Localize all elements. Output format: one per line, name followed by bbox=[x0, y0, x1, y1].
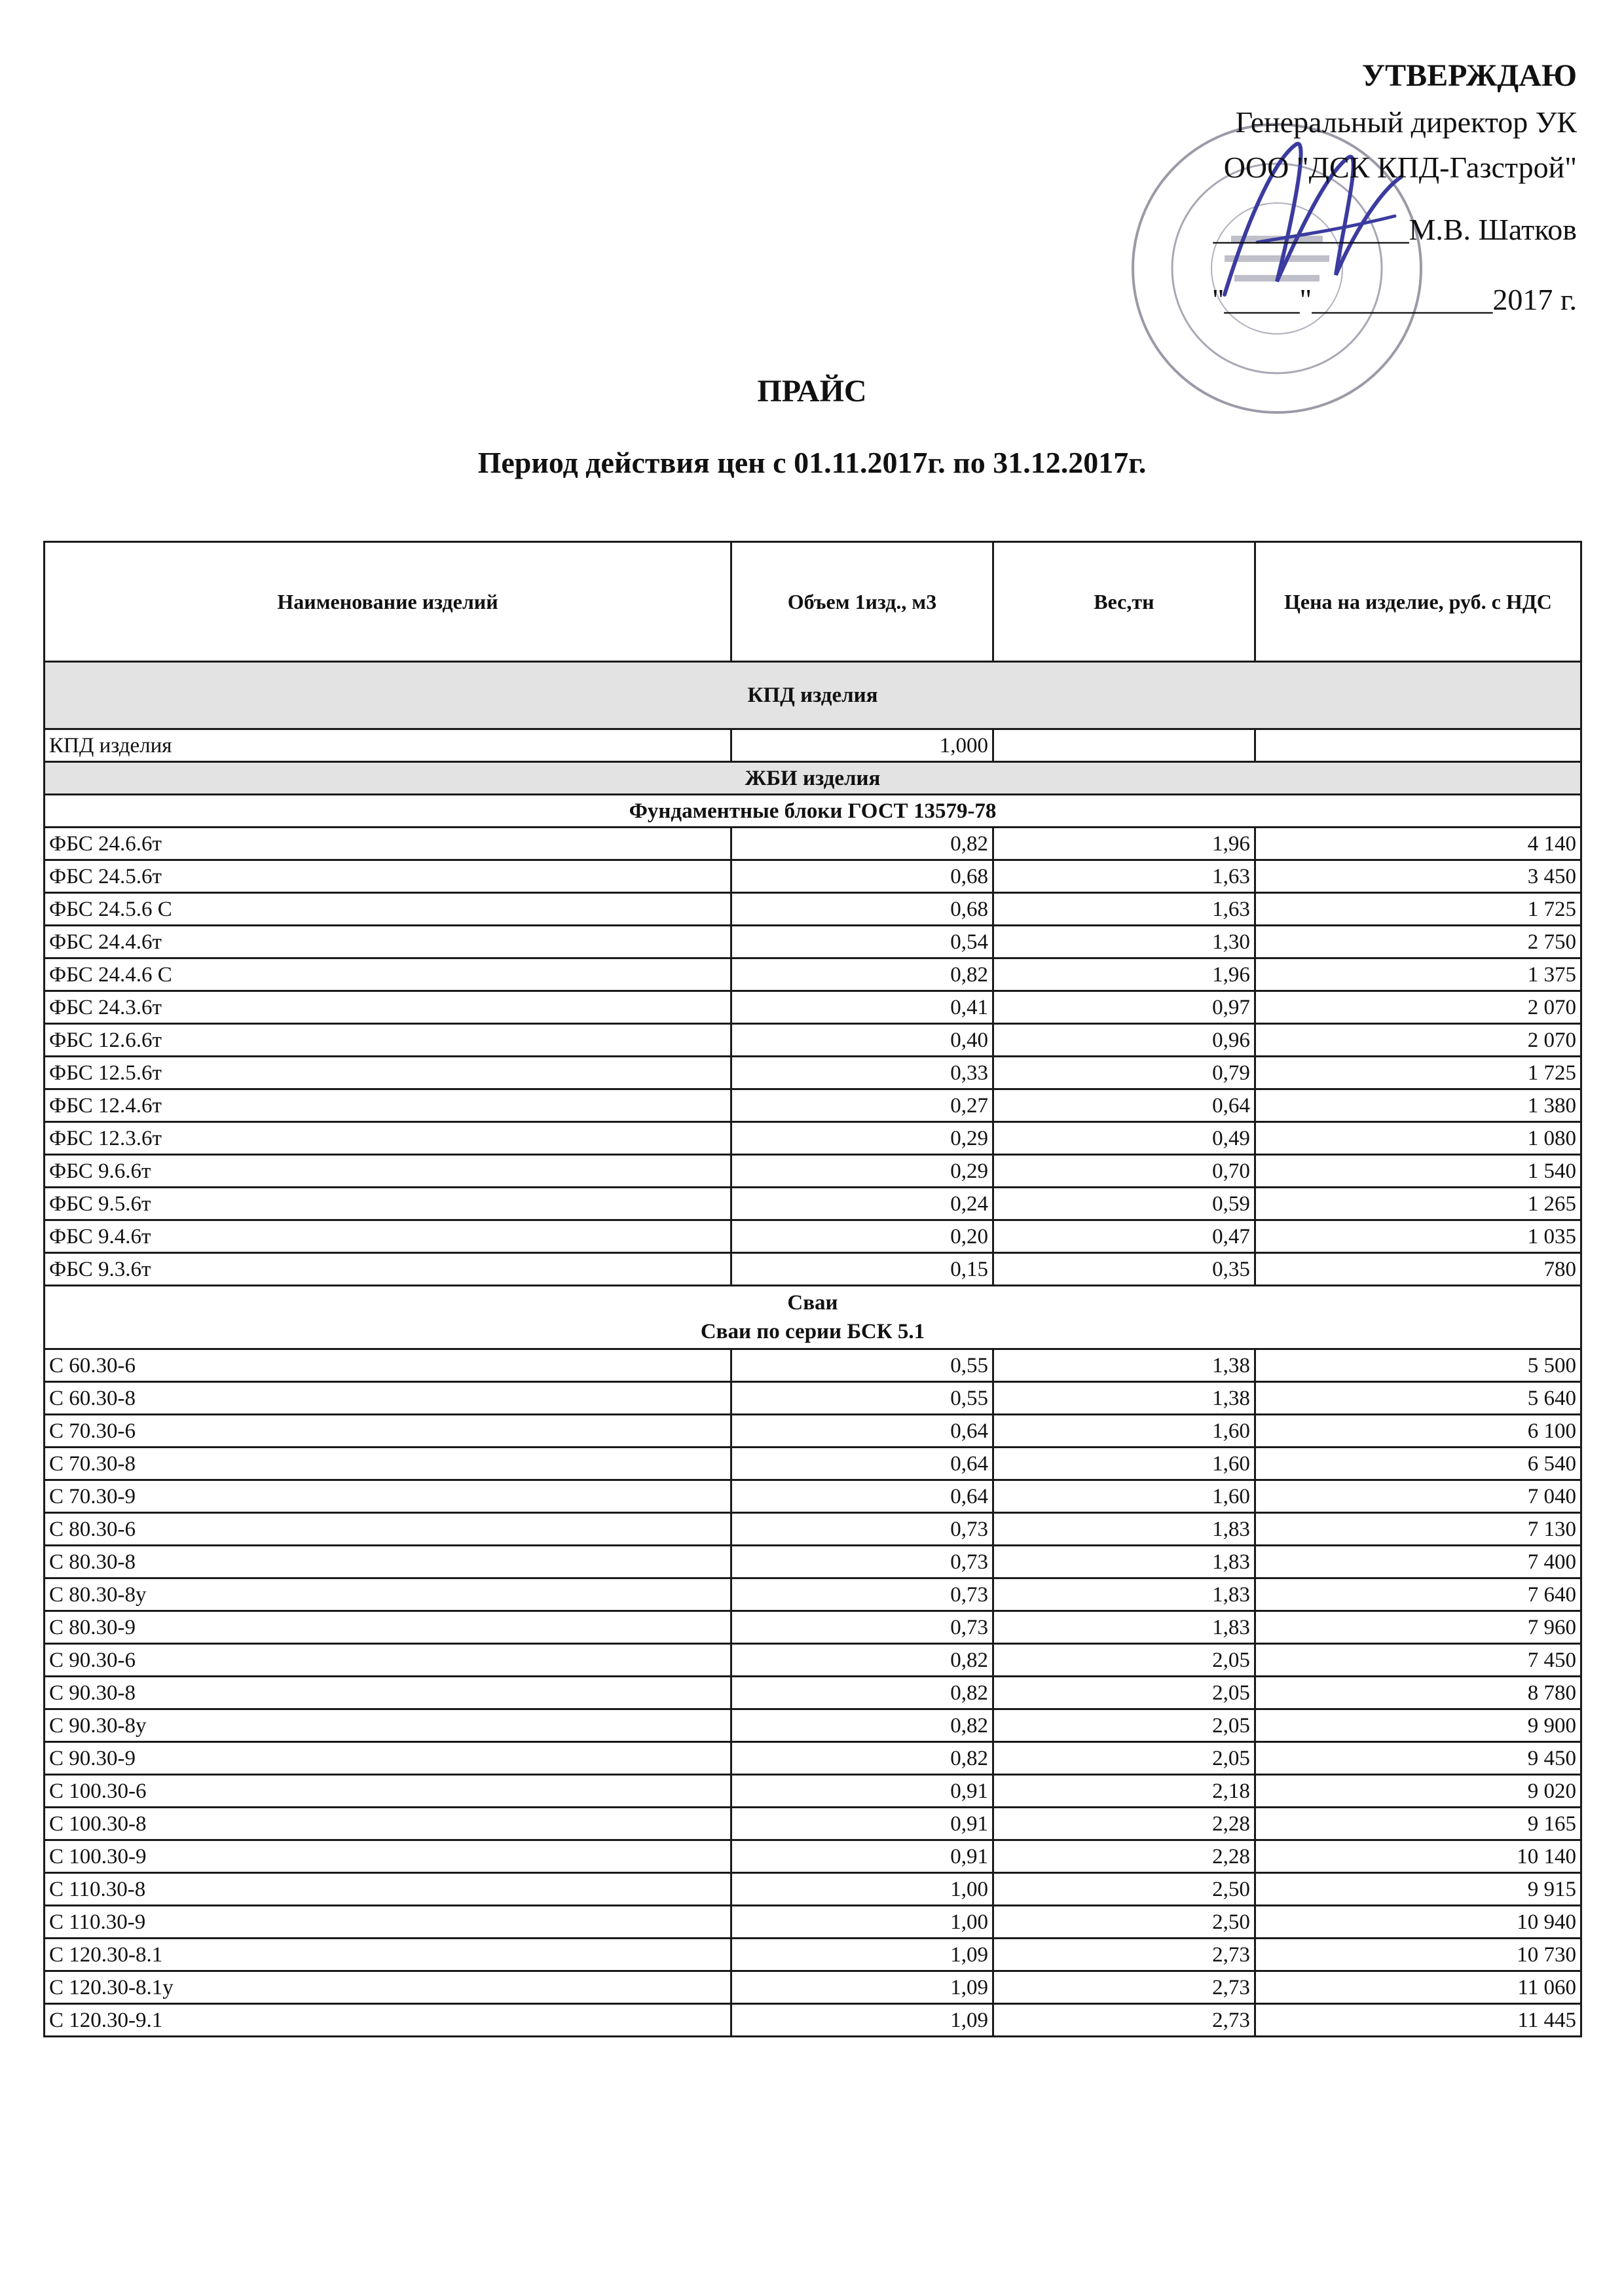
cell-name: ФБС 24.5.6т bbox=[45, 860, 731, 893]
cell-weight: 0,49 bbox=[993, 1122, 1255, 1155]
page-subtitle: Период действия цен с 01.11.2017г. по 31.12.2017г. bbox=[477, 446, 1147, 479]
cell-volume: 1,09 bbox=[731, 1971, 993, 2004]
cell-weight: 1,60 bbox=[993, 1480, 1255, 1513]
cell-price: 6 100 bbox=[1255, 1415, 1581, 1448]
table-row bbox=[45, 1089, 1581, 1122]
cell-weight: 2,73 bbox=[993, 1939, 1255, 1971]
cell-weight: 2,73 bbox=[993, 2004, 1255, 2037]
cell-weight: 2,50 bbox=[993, 1906, 1255, 1939]
cell-name: С 120.30-9.1 bbox=[45, 2004, 731, 2037]
cell-price: 1 035 bbox=[1255, 1220, 1581, 1253]
table-row bbox=[45, 1122, 1581, 1155]
cell-weight: 2,05 bbox=[993, 1709, 1255, 1742]
cell-weight: 2,28 bbox=[993, 1840, 1255, 1873]
cell-name: С 80.30-8у bbox=[45, 1578, 731, 1611]
cell-volume: 0,64 bbox=[731, 1480, 993, 1513]
cell-name: ФБС 12.4.6т bbox=[45, 1089, 731, 1122]
table-row bbox=[45, 2004, 1581, 2037]
section-row bbox=[45, 762, 1581, 795]
cell-volume: 0,68 bbox=[731, 860, 993, 893]
table-row bbox=[45, 1644, 1581, 1677]
table-row bbox=[45, 860, 1581, 893]
subsection-piles bbox=[45, 1286, 1581, 1349]
cell-price: 9 450 bbox=[1255, 1742, 1581, 1775]
table-row bbox=[45, 729, 1581, 762]
cell-name: ФБС 12.5.6т bbox=[45, 1057, 731, 1089]
cell-price: 9 900 bbox=[1255, 1709, 1581, 1742]
table-row bbox=[45, 1382, 1581, 1415]
table-row bbox=[45, 1188, 1581, 1220]
table-row bbox=[45, 1480, 1581, 1513]
cell-volume: 0,91 bbox=[731, 1775, 993, 1808]
table-header-row bbox=[45, 542, 1581, 662]
cell-price: 1 725 bbox=[1255, 1057, 1581, 1089]
table-row bbox=[45, 926, 1581, 958]
table-row bbox=[45, 893, 1581, 926]
cell-volume: 0,24 bbox=[731, 1188, 993, 1220]
cell-volume: 0,54 bbox=[731, 926, 993, 958]
cell-price: 9 915 bbox=[1255, 1873, 1581, 1906]
cell-weight: 1,96 bbox=[993, 958, 1255, 991]
cell-weight bbox=[993, 729, 1255, 762]
cell-price: 9 165 bbox=[1255, 1808, 1581, 1840]
cell-price: 7 960 bbox=[1255, 1611, 1581, 1644]
header-price: Цена на изделие, руб. с НДС bbox=[1255, 542, 1581, 662]
approval-block bbox=[1118, 52, 1577, 322]
cell-price: 6 540 bbox=[1255, 1448, 1581, 1480]
cell-volume: 0,73 bbox=[731, 1611, 993, 1644]
cell-volume: 0,73 bbox=[731, 1546, 993, 1578]
cell-volume: 0,33 bbox=[731, 1057, 993, 1089]
pile-rows bbox=[45, 1349, 1581, 2037]
cell-name: КПД изделия bbox=[45, 729, 731, 762]
table-row bbox=[45, 1709, 1581, 1742]
cell-name: ФБС 24.5.6 С bbox=[45, 893, 731, 926]
cell-price: 7 400 bbox=[1255, 1546, 1581, 1578]
approval-heading: УТВЕРЖДАЮ bbox=[1361, 58, 1577, 93]
cell-price: 4 140 bbox=[1255, 828, 1581, 860]
header-name: Наименование изделий bbox=[45, 542, 731, 662]
table-row bbox=[45, 991, 1581, 1024]
cell-name: ФБС 24.4.6т bbox=[45, 926, 731, 958]
cell-volume: 0,64 bbox=[731, 1415, 993, 1448]
section-zhbi: ЖБИ изделия bbox=[45, 762, 1581, 795]
cell-volume: 0,40 bbox=[731, 1024, 993, 1057]
cell-name: С 110.30-8 bbox=[45, 1873, 731, 1906]
cell-name: С 80.30-9 bbox=[45, 1611, 731, 1644]
cell-weight: 0,64 bbox=[993, 1089, 1255, 1122]
cell-volume: 1,09 bbox=[731, 2004, 993, 2037]
cell-weight: 0,97 bbox=[993, 991, 1255, 1024]
price-table bbox=[43, 541, 1582, 2037]
table-row bbox=[45, 1513, 1581, 1546]
cell-price: 11 445 bbox=[1255, 2004, 1581, 2037]
cell-volume: 0,55 bbox=[731, 1382, 993, 1415]
cell-name: С 70.30-6 bbox=[45, 1415, 731, 1448]
cell-volume: 0,91 bbox=[731, 1840, 993, 1873]
cell-weight: 2,05 bbox=[993, 1644, 1255, 1677]
cell-name: ФБС 9.6.6т bbox=[45, 1155, 731, 1188]
table-row bbox=[45, 1057, 1581, 1089]
cell-volume: 1,00 bbox=[731, 1873, 993, 1906]
cell-weight: 2,05 bbox=[993, 1677, 1255, 1709]
header-weight: Вес,тн bbox=[993, 542, 1255, 662]
cell-volume: 0,82 bbox=[731, 1709, 993, 1742]
cell-price: 5 640 bbox=[1255, 1382, 1581, 1415]
table-row bbox=[45, 1611, 1581, 1644]
cell-price: 7 450 bbox=[1255, 1644, 1581, 1677]
cell-volume: 0,73 bbox=[731, 1578, 993, 1611]
table-row bbox=[45, 1873, 1581, 1906]
section-row bbox=[45, 662, 1581, 729]
cell-price: 1 540 bbox=[1255, 1155, 1581, 1188]
approval-signatory: _____________М.В. Шатков bbox=[1213, 213, 1577, 246]
cell-price: 1 265 bbox=[1255, 1188, 1581, 1220]
section-kpd: КПД изделия bbox=[45, 662, 1581, 729]
cell-name: ФБС 12.6.6т bbox=[45, 1024, 731, 1057]
cell-volume: 0,82 bbox=[731, 1742, 993, 1775]
table-row bbox=[45, 1349, 1581, 1382]
cell-volume: 1,00 bbox=[731, 1906, 993, 1939]
table-body bbox=[45, 662, 1581, 828]
cell-name: С 90.30-6 bbox=[45, 1644, 731, 1677]
table-row bbox=[45, 958, 1581, 991]
cell-name: С 110.30-9 bbox=[45, 1906, 731, 1939]
cell-price: 5 500 bbox=[1255, 1349, 1581, 1382]
cell-weight: 1,63 bbox=[993, 893, 1255, 926]
cell-price: 7 130 bbox=[1255, 1513, 1581, 1546]
cell-price: 2 070 bbox=[1255, 991, 1581, 1024]
cell-name: ФБС 24.6.6т bbox=[45, 828, 731, 860]
cell-volume: 0,27 bbox=[731, 1089, 993, 1122]
piles-header bbox=[45, 1286, 1581, 1349]
table-row bbox=[45, 1578, 1581, 1611]
cell-volume: 0,82 bbox=[731, 958, 993, 991]
cell-weight: 0,79 bbox=[993, 1057, 1255, 1089]
cell-weight: 2,50 bbox=[993, 1873, 1255, 1906]
cell-volume: 0,41 bbox=[731, 991, 993, 1024]
cell-price: 1 380 bbox=[1255, 1089, 1581, 1122]
table-row bbox=[45, 1415, 1581, 1448]
table-row bbox=[45, 1155, 1581, 1188]
cell-weight: 0,96 bbox=[993, 1024, 1255, 1057]
cell-volume: 0,15 bbox=[731, 1253, 993, 1286]
cell-weight: 0,35 bbox=[993, 1253, 1255, 1286]
table-row bbox=[45, 1677, 1581, 1709]
cell-name: ФБС 12.3.6т bbox=[45, 1122, 731, 1155]
subsection-fbs: Фундаментные блоки ГОСТ 13579-78 bbox=[45, 795, 1581, 828]
cell-name: С 80.30-8 bbox=[45, 1546, 731, 1578]
approval-company: ООО "ДСК КПД-Газстрой" bbox=[1223, 151, 1577, 184]
cell-weight: 1,30 bbox=[993, 926, 1255, 958]
cell-price: 10 730 bbox=[1255, 1939, 1581, 1971]
cell-weight: 0,70 bbox=[993, 1155, 1255, 1188]
cell-price: 8 780 bbox=[1255, 1677, 1581, 1709]
cell-price: 7 640 bbox=[1255, 1578, 1581, 1611]
cell-weight: 2,05 bbox=[993, 1742, 1255, 1775]
cell-name: С 90.30-8у bbox=[45, 1709, 731, 1742]
cell-price bbox=[1255, 729, 1581, 762]
approval-date: "_____"____________2017 г. bbox=[1211, 283, 1577, 316]
cell-name: С 70.30-8 bbox=[45, 1448, 731, 1480]
cell-volume: 0,29 bbox=[731, 1122, 993, 1155]
table-row bbox=[45, 1546, 1581, 1578]
cell-weight: 1,38 bbox=[993, 1349, 1255, 1382]
cell-volume: 0,68 bbox=[731, 893, 993, 926]
cell-name: ФБС 24.3.6т bbox=[45, 991, 731, 1024]
cell-name: ФБС 9.5.6т bbox=[45, 1188, 731, 1220]
cell-price: 780 bbox=[1255, 1253, 1581, 1286]
table-row bbox=[45, 1024, 1581, 1057]
cell-volume: 0,20 bbox=[731, 1220, 993, 1253]
header-volume: Объем 1изд., м3 bbox=[731, 542, 993, 662]
cell-weight: 0,47 bbox=[993, 1220, 1255, 1253]
cell-name: С 60.30-6 bbox=[45, 1349, 731, 1382]
cell-price: 9 020 bbox=[1255, 1775, 1581, 1808]
cell-name: С 90.30-8 bbox=[45, 1677, 731, 1709]
cell-price: 7 040 bbox=[1255, 1480, 1581, 1513]
cell-volume: 0,91 bbox=[731, 1808, 993, 1840]
cell-weight: 2,18 bbox=[993, 1775, 1255, 1808]
cell-price: 2 070 bbox=[1255, 1024, 1581, 1057]
table-row bbox=[45, 1906, 1581, 1939]
cell-name: ФБС 9.3.6т bbox=[45, 1253, 731, 1286]
table-row bbox=[45, 1775, 1581, 1808]
cell-weight: 1,60 bbox=[993, 1448, 1255, 1480]
cell-name: ФБС 24.4.6 С bbox=[45, 958, 731, 991]
cell-price: 11 060 bbox=[1255, 1971, 1581, 2004]
table-row bbox=[45, 1971, 1581, 2004]
table-row bbox=[45, 1220, 1581, 1253]
page-title: ПРАЙС bbox=[757, 374, 867, 409]
cell-weight: 1,83 bbox=[993, 1578, 1255, 1611]
cell-price: 1 375 bbox=[1255, 958, 1581, 991]
cell-volume: 1,09 bbox=[731, 1939, 993, 1971]
subsection-piles-line2: Сваи по серии БСК 5.1 bbox=[700, 1320, 925, 1343]
table-row bbox=[45, 1742, 1581, 1775]
table-row bbox=[45, 828, 1581, 860]
cell-price: 1 725 bbox=[1255, 893, 1581, 926]
cell-volume: 0,73 bbox=[731, 1513, 993, 1546]
table-row bbox=[45, 1939, 1581, 1971]
approval-position: Генеральный директор УК bbox=[1235, 105, 1577, 139]
cell-volume: 1,000 bbox=[731, 729, 993, 762]
cell-volume: 0,64 bbox=[731, 1448, 993, 1480]
cell-name: С 100.30-8 bbox=[45, 1808, 731, 1840]
cell-volume: 0,55 bbox=[731, 1349, 993, 1382]
cell-price: 2 750 bbox=[1255, 926, 1581, 958]
table-row bbox=[45, 1448, 1581, 1480]
cell-price: 3 450 bbox=[1255, 860, 1581, 893]
cell-name: С 60.30-8 bbox=[45, 1382, 731, 1415]
cell-weight: 1,60 bbox=[993, 1415, 1255, 1448]
cell-weight: 0,59 bbox=[993, 1188, 1255, 1220]
subsection-row bbox=[45, 795, 1581, 828]
cell-price: 10 140 bbox=[1255, 1840, 1581, 1873]
cell-weight: 1,63 bbox=[993, 860, 1255, 893]
table-row bbox=[45, 1840, 1581, 1873]
cell-name: С 120.30-8.1 bbox=[45, 1939, 731, 1971]
table-row bbox=[45, 1253, 1581, 1286]
cell-weight: 1,83 bbox=[993, 1611, 1255, 1644]
cell-volume: 0,82 bbox=[731, 1644, 993, 1677]
cell-weight: 1,38 bbox=[993, 1382, 1255, 1415]
fbs-rows bbox=[45, 828, 1581, 1286]
cell-name: С 70.30-9 bbox=[45, 1480, 731, 1513]
subsection-row bbox=[45, 1286, 1581, 1349]
subsection-piles-line1: Сваи bbox=[787, 1291, 838, 1315]
cell-name: С 90.30-9 bbox=[45, 1742, 731, 1775]
cell-name: С 120.30-8.1у bbox=[45, 1971, 731, 2004]
cell-price: 10 940 bbox=[1255, 1906, 1581, 1939]
cell-volume: 0,82 bbox=[731, 828, 993, 860]
cell-name: С 100.30-9 bbox=[45, 1840, 731, 1873]
cell-weight: 2,28 bbox=[993, 1808, 1255, 1840]
cell-volume: 0,29 bbox=[731, 1155, 993, 1188]
cell-name: С 100.30-6 bbox=[45, 1775, 731, 1808]
cell-name: С 80.30-6 bbox=[45, 1513, 731, 1546]
cell-weight: 1,83 bbox=[993, 1546, 1255, 1578]
cell-weight: 1,96 bbox=[993, 828, 1255, 860]
cell-volume: 0,82 bbox=[731, 1677, 993, 1709]
cell-name: ФБС 9.4.6т bbox=[45, 1220, 731, 1253]
cell-price: 1 080 bbox=[1255, 1122, 1581, 1155]
cell-weight: 1,83 bbox=[993, 1513, 1255, 1546]
cell-weight: 2,73 bbox=[993, 1971, 1255, 2004]
table-row bbox=[45, 1808, 1581, 1840]
